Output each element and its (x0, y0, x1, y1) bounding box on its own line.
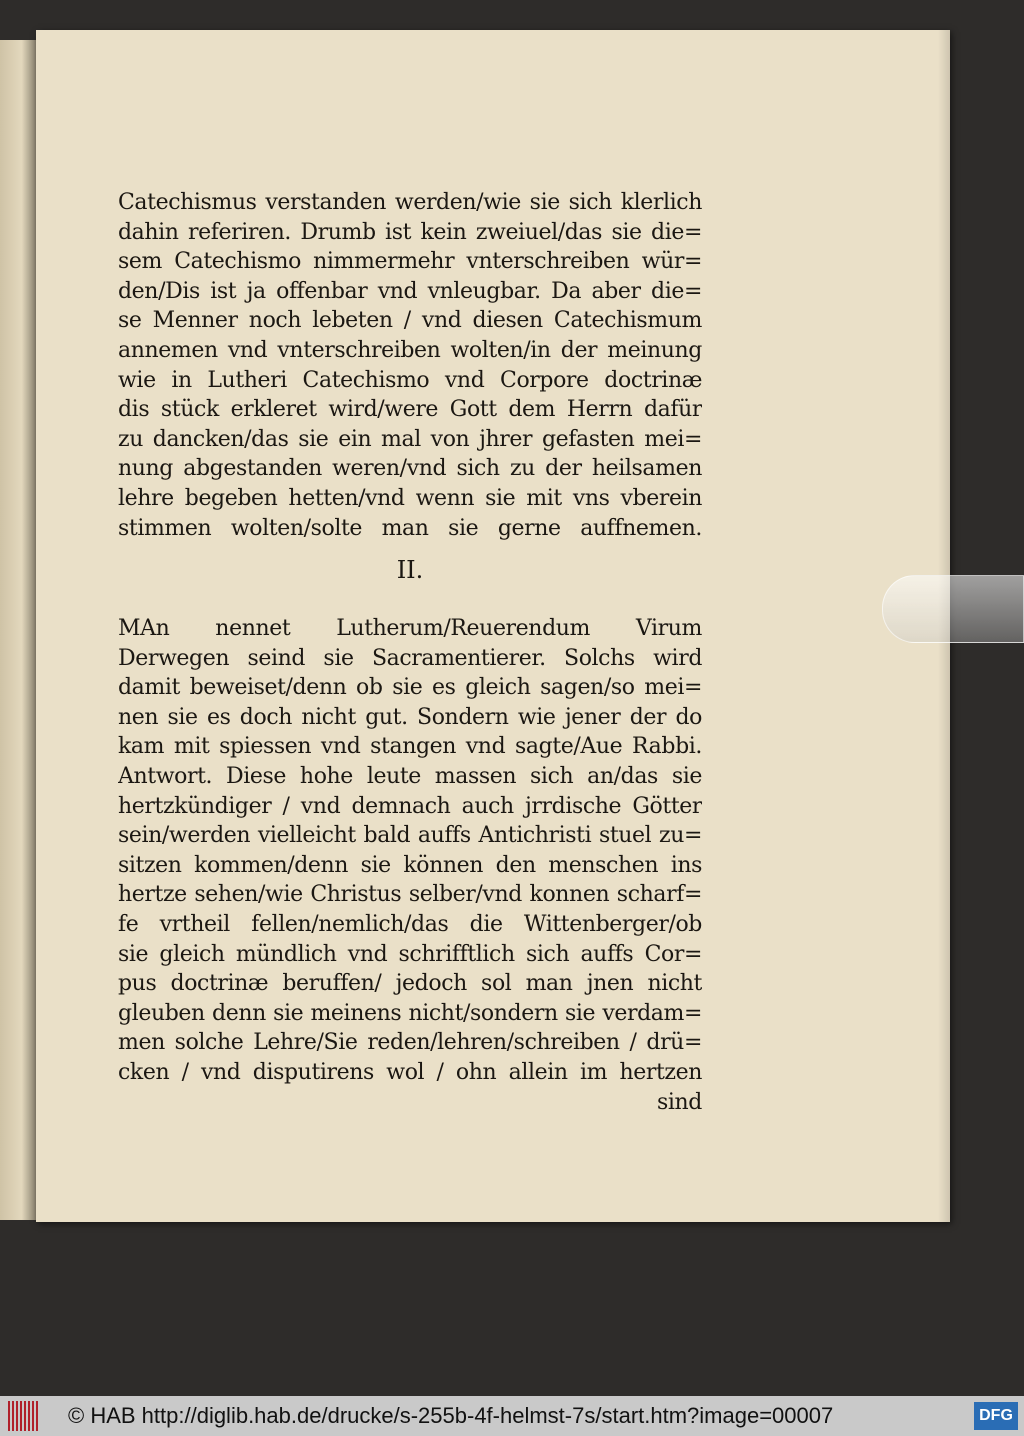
section-heading: II. (396, 556, 424, 584)
text-line: sitzen kommen/denn sie können den menschen ins (118, 852, 702, 878)
text-line: pus doctrinæ beruffen/ jedoch sol man jnen nicht (118, 971, 702, 997)
text-line: lehre begeben hetten/vnd wenn sie mit vns vberein (118, 485, 702, 511)
book-page (36, 30, 950, 1222)
text-line: den/Dis ist ja offenbar vnd vnleugbar. Da aber die= (118, 278, 702, 304)
text-line: nen sie es doch nicht gut. Sondern wie jener der do (118, 704, 702, 730)
text-line: annemen vnd vnterschreiben wolten/in der meinung (118, 337, 702, 363)
text-line: zu dancken/das sie ein mal von jhrer gefasten mei= (118, 426, 702, 452)
text-line: dahin referiren. Drumb ist kein zweiuel/das sie die= (118, 219, 702, 245)
text-line: dis stück erkleret wird/were Gott dem Herrn dafür (118, 397, 702, 423)
text-line: fe vrtheil fellen/nemlich/das die Wittenberger/ob (118, 911, 702, 937)
text-line: gleuben denn sie meinens nicht/sondern sie verdam= (118, 1000, 702, 1026)
text-line: kam mit spiessen vnd stangen vnd sagte/Aue Rabbi. (118, 734, 702, 760)
text-line: nung abgestanden weren/vnd sich zu der heilsamen (118, 456, 702, 482)
text-line: stimmen wolten/solte man sie gerne auffnemen. (118, 515, 702, 541)
text-line: sie gleich mündlich vnd schrifftlich sich auffs Cor= (118, 941, 702, 967)
text-line: sein/werden vielleicht bald auffs Antichristi stuel zu= (118, 823, 702, 849)
text-line: se Menner noch lebeten / vnd diesen Catechismum (118, 308, 702, 334)
page-clip (882, 575, 1024, 643)
catchword: sind (657, 1089, 702, 1115)
text-line: damit beweiset/denn ob sie es gleich sagen/so mei= (118, 675, 702, 701)
copyright-link[interactable]: © HAB http://diglib.hab.de/drucke/s-255b-4f-helmst-7s/start.htm?image=00007 (68, 1403, 834, 1428)
hab-logo-icon (8, 1401, 38, 1431)
text-line: hertzkündiger / vnd demnach auch jrrdische Götter (118, 793, 702, 819)
text-line: Catechismus verstanden werden/wie sie sich klerlich (118, 190, 702, 215)
text-line: hertze sehen/wie Christus selber/vnd konnen scharf= (118, 882, 702, 908)
text-line: cken / vnd disputirens wol / ohn allein im hertzen (118, 1059, 702, 1085)
paragraph-2 (118, 614, 702, 1117)
paragraph-1 (118, 188, 702, 543)
footer-bar (0, 1396, 1024, 1436)
previous-page-edge (0, 40, 36, 1220)
text-line: men solche Lehre/Sie reden/lehren/schreiben / drü= (118, 1030, 702, 1056)
text-line: sem Catechismo nimmermehr vnterschreiben wür= (118, 249, 702, 275)
dfg-logo: DFG (974, 1402, 1018, 1430)
text-line: wie in Lutheri Catechismo vnd Corpore doctrinæ (118, 367, 702, 393)
text-line: Derwegen seind sie Sacramentierer. Solchs wird (118, 645, 702, 671)
text-line: Antwort. Diese hohe leute massen sich an/das sie (118, 763, 702, 789)
text-line: MAn nennet Lutherum/Reuerendum Virum (118, 616, 702, 641)
